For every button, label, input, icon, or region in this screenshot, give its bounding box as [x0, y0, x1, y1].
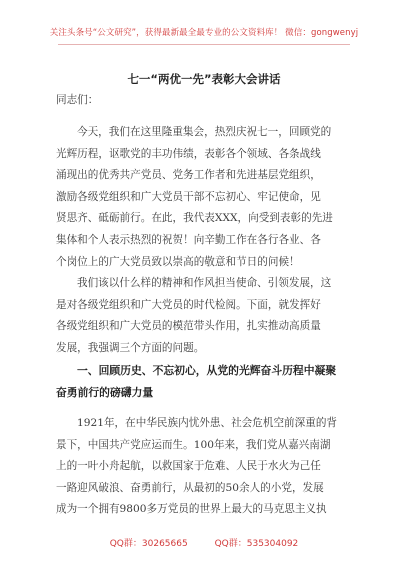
paragraph-line: 激励各级党组织和广大党员干部不忘初心、牢记使命，见	[56, 190, 321, 203]
paragraph-line: 景下，中国共产党应运而生。100年来，我们党从嘉兴南湖	[56, 438, 331, 451]
document-title: 七一“两优一先”表彰大会讲话	[127, 72, 281, 86]
paragraph-line: 集体和个人表示热烈的祝贺！向辛勤工作在各行各业、各	[56, 233, 321, 246]
header-banner: 关注头条号“公文研究”，获得最新最全最专业的公文资料库！ 微信：gongwenyj	[49, 28, 359, 38]
paragraph-line: 成为一个拥有9800多万党员的世界上最大的马克思主义执	[56, 503, 327, 516]
paragraph-line: 是对各级党组织和广大党员的时代检阅。下面，就发挥好	[56, 298, 321, 311]
footer	[0, 536, 408, 549]
paragraph-line: 光辉历程，讴歌党的丰功伟绩，表彰各个领域、各条战线	[56, 147, 321, 160]
footer-qq-group-2: QQ群：535304092	[214, 539, 299, 549]
paragraph-line: 发展，我强调三个方面的问题。	[56, 341, 205, 354]
footer-qq-group-1: QQ群：30265665	[109, 539, 188, 549]
paragraph-line: 涌现出的优秀共产党员、党务工作者和先进基层党组织，	[56, 169, 321, 182]
paragraph-line: 我们该以什么样的精神和作风担当使命、引领发展，这	[77, 277, 332, 289]
paragraph-1	[56, 122, 352, 273]
paragraph-line: 个岗位上的广大党员致以崇高的敬意和节日的问候！	[56, 255, 300, 268]
paragraph-line: 今天，我们在这里隆重集会，热烈庆祝七一，回顾党的	[77, 126, 332, 138]
paragraph-line: 一路迎风破浪、奋勇前行，从最初的50余人的小党，发展	[56, 481, 324, 494]
greeting: 同志们：	[56, 94, 99, 106]
paragraph-line: 1921年，在中华民族内忧外患、社会危机空前深重的背	[77, 417, 338, 429]
heading-line: 一、回顾历史、不忘初心，从党的光辉奋斗历程中凝聚	[77, 364, 337, 377]
paragraph-3	[56, 413, 352, 521]
heading-line: 奋勇前行的磅礴力量	[56, 385, 154, 399]
section-heading-1	[56, 360, 352, 403]
paragraph-2	[56, 273, 352, 359]
header-divider	[58, 44, 350, 45]
paragraph-line: 贤思齐、砥砺前行。在此，我代表XXX，向受到表彰的先进	[56, 212, 333, 225]
paragraph-line: 上的一叶小舟起航，以救国家于危难、人民于水火为己任	[56, 460, 321, 473]
paragraph-line: 各级党组织和广大党员的模范带头作用，扎实推动高质量	[56, 320, 321, 333]
